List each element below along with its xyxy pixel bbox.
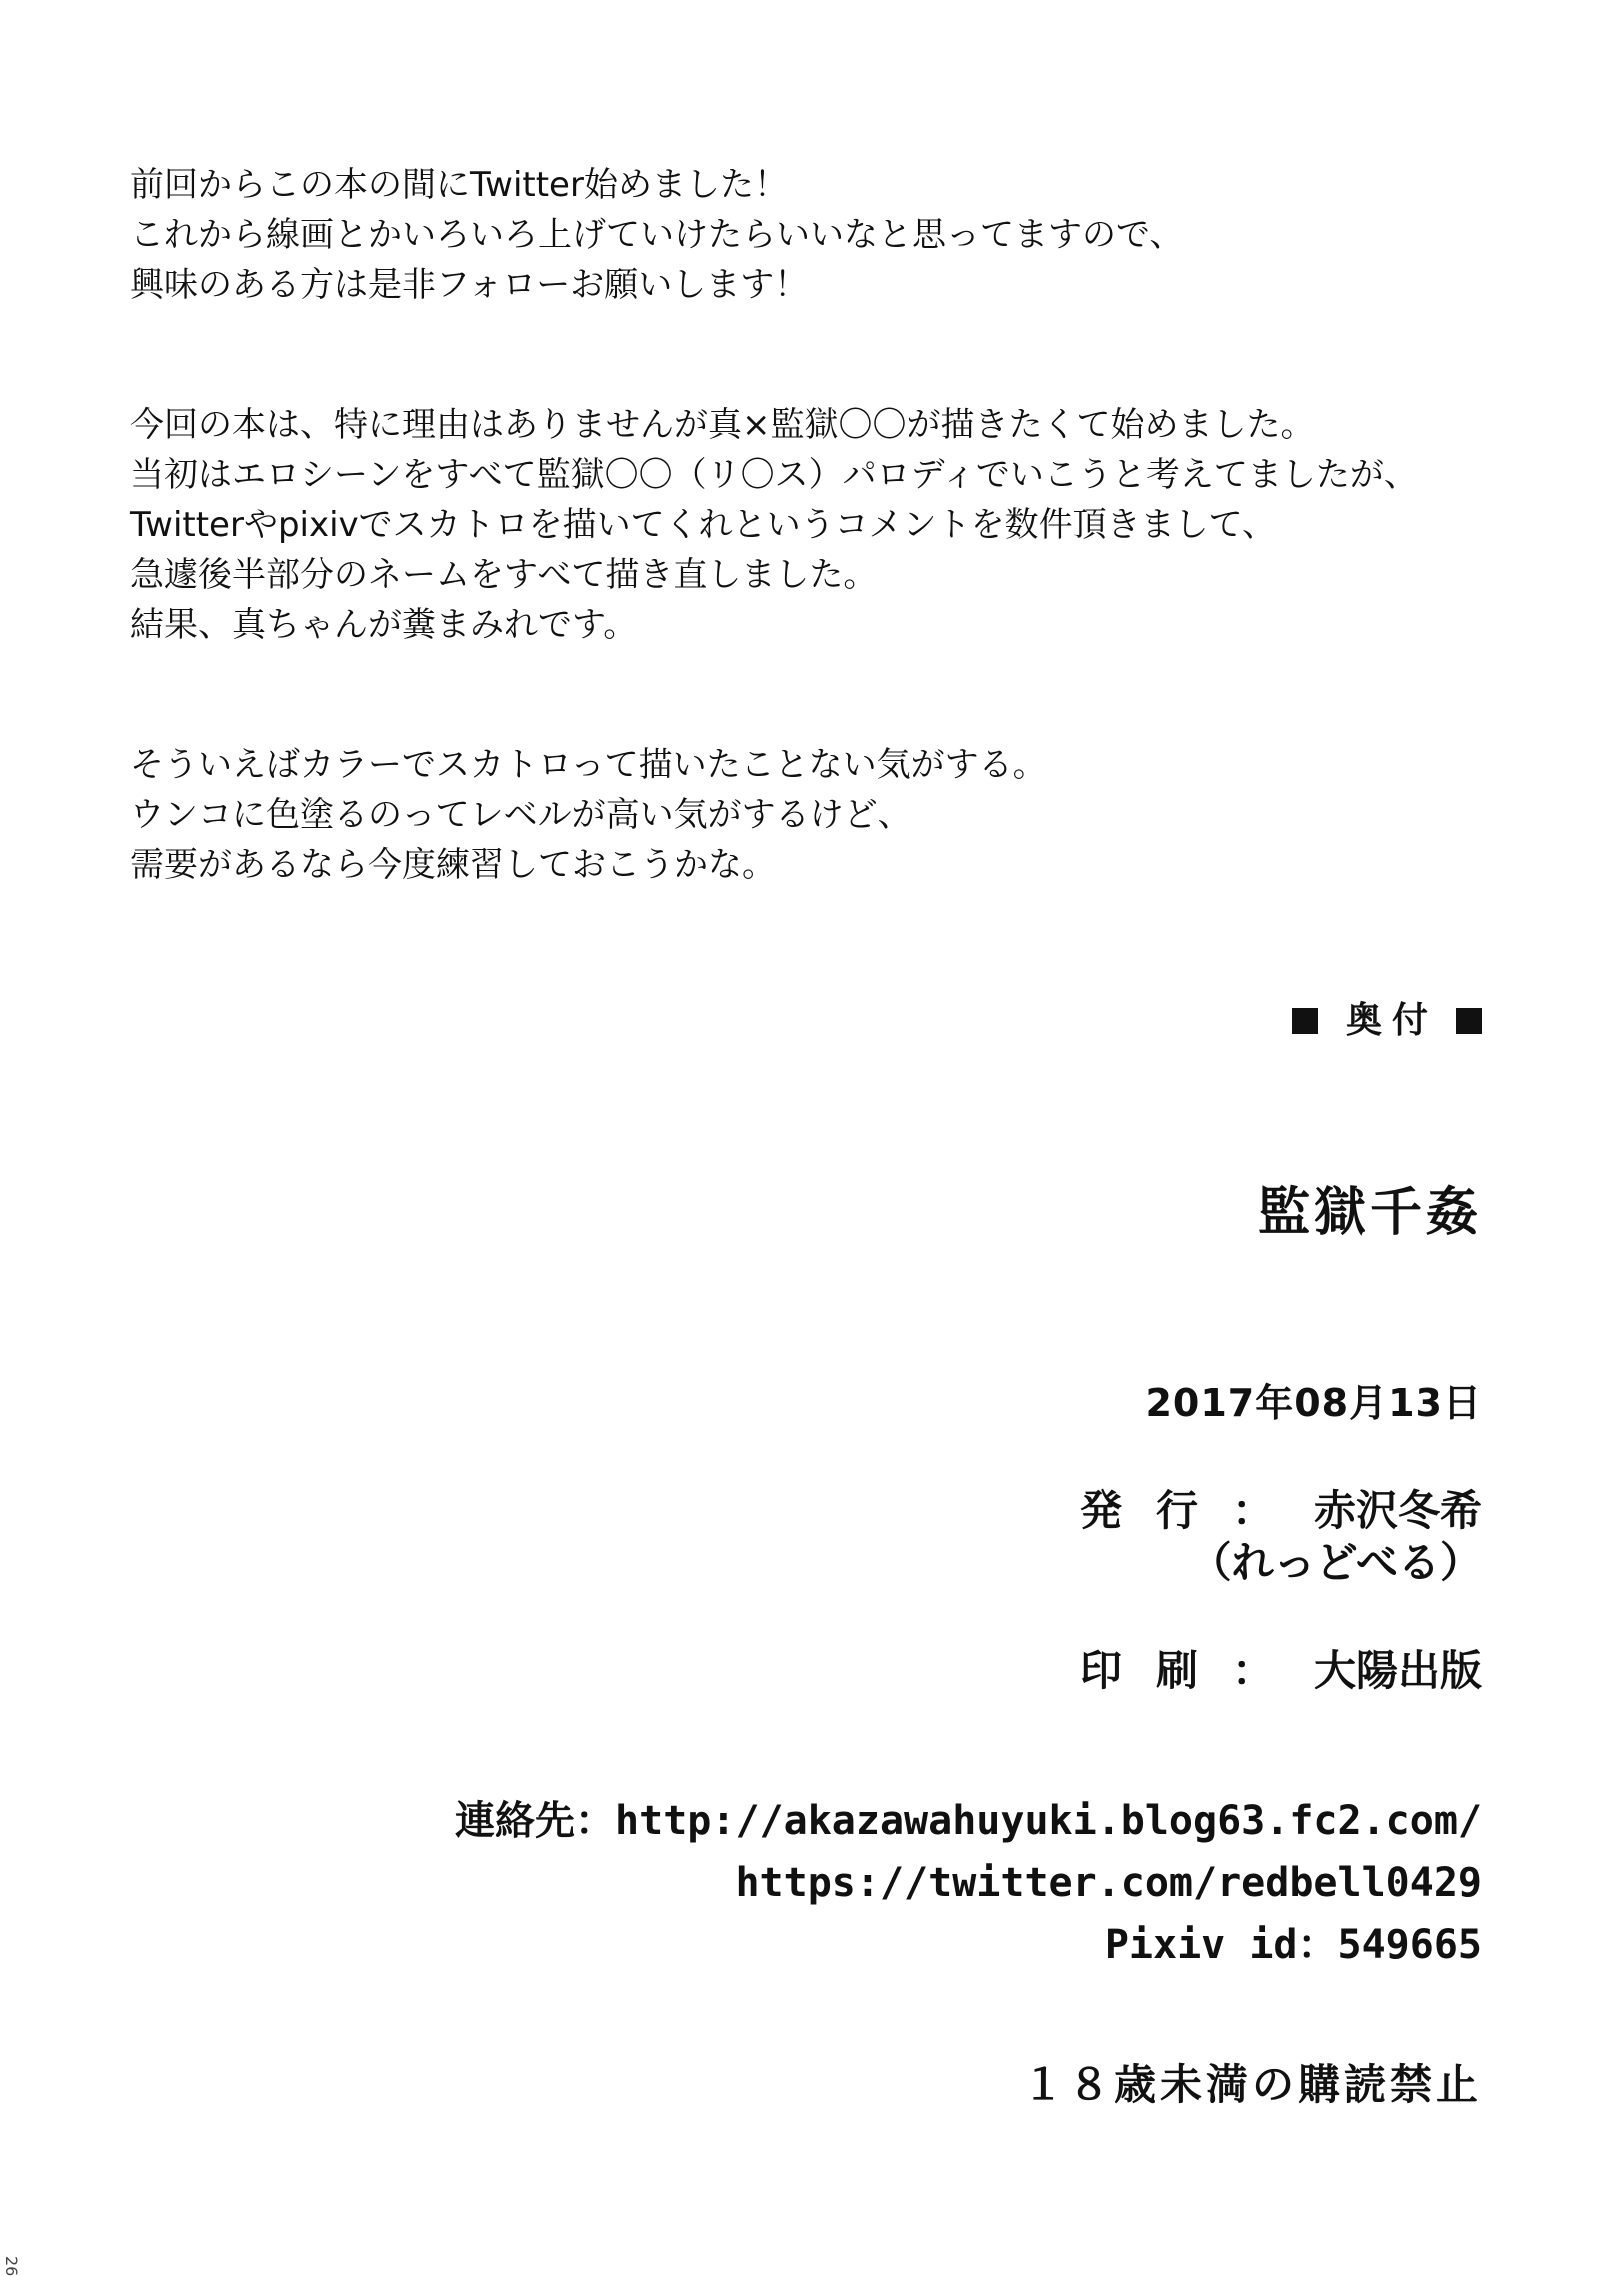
book-title: 監獄千姦 [1257, 1183, 1482, 1243]
contact-block [455, 1790, 1482, 1976]
colon: ： [1231, 1646, 1274, 1695]
afterword-line: 今回の本は、特に理由はありませんが真×監獄〇〇が描きたくて始めました。 [130, 405, 1315, 445]
colon: ： [1231, 1486, 1274, 1535]
publisher-name: 赤沢冬希 [1313, 1486, 1482, 1535]
printer-label: 印刷 [1079, 1646, 1232, 1695]
afterword-line: 需要があるなら今度練習しておこうかな。 [130, 845, 776, 885]
afterword-paragraph-3 [130, 740, 1510, 890]
twitter-url: https://twitter.com/redbell0429 [735, 1860, 1482, 1906]
age-restriction-notice: １８歳未満の購読禁止 [1021, 2060, 1482, 2109]
publisher-label: 発行 [1079, 1486, 1232, 1535]
afterword-line: 結果、真ちゃんが糞まみれです。 [130, 605, 638, 645]
afterword-line: 興味のある方は是非フォローお願いします！ [130, 265, 809, 305]
afterword-paragraph-2 [130, 400, 1510, 650]
publication-date: 2017年08月13日 [1145, 1381, 1482, 1425]
pixiv-id: Pixiv id：549665 [1104, 1922, 1482, 1968]
afterword-line: これから線画とかいろいろ上げていけたらいいなと思ってますので、 [130, 215, 1184, 255]
afterword-line: そういえばカラーでスカトロって描いたことない気がする。 [130, 745, 1047, 785]
black-square-icon [1456, 1008, 1482, 1034]
blog-url: http://akazawahuyuki.blog63.fc2.com/ [615, 1798, 1482, 1844]
afterword-line: 当初はエロシーンをすべて監獄〇〇（リ〇ス）パロディでいこうと考えてましたが、 [130, 455, 1418, 495]
publisher-row [1080, 1478, 1482, 1538]
page-number: 26 [2, 2256, 21, 2276]
afterword-paragraph-1 [130, 160, 1510, 310]
black-square-icon [1292, 1008, 1318, 1034]
colophon-heading-text: 奥付 [1345, 1000, 1438, 1041]
printer-name: 大陽出版 [1313, 1646, 1482, 1695]
afterword-line: 急遽後半部分のネームをすべて描き直しました。 [130, 555, 878, 595]
publisher-circle: （れっどべる） [1189, 1538, 1482, 1587]
afterword-line: ウンコに色塗るのってレベルが高い気がするけど、 [130, 795, 912, 835]
contact-line [455, 1790, 1482, 1852]
afterword-line: Twitterやpixivでスカトロを描いてくれというコメントを数件頂きまして、 [130, 505, 1276, 545]
contact-label: 連絡先： [455, 1798, 616, 1844]
printer-row [1080, 1638, 1482, 1698]
afterword-line: 前回からこの本の間にTwitter始めました！ [130, 165, 788, 205]
afterword-text [130, 160, 1510, 890]
colophon-heading [1292, 992, 1482, 1043]
